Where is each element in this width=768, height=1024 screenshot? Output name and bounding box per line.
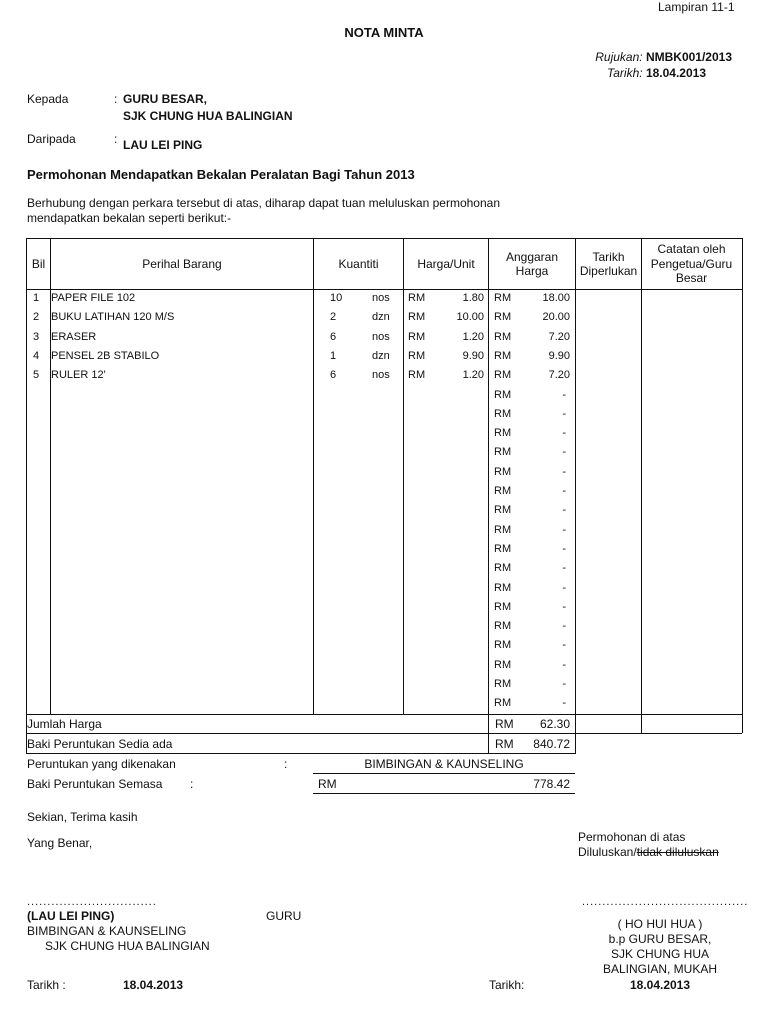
header-qty: Kuantiti (338, 257, 379, 271)
col-border-price (488, 238, 489, 753)
balance-bottom-border (26, 753, 576, 754)
table-top-border (26, 238, 742, 239)
row-bil: 5 (33, 369, 40, 382)
row-total-currency: RM (494, 311, 512, 324)
row-unit: nos (372, 369, 390, 382)
bottom-left-date-label: Tarikh : (27, 978, 66, 992)
row-price: 9.90 (462, 349, 484, 362)
reference-value: NMBK001/2013 (645, 50, 732, 64)
empty-row-total: - (562, 697, 566, 710)
total-label: Jumlah Harga (27, 717, 102, 731)
signer-right-school-1: SJK CHUNG HUA (610, 947, 709, 961)
empty-row-currency: RM (494, 388, 512, 401)
signature-dots-right: ......................................... (582, 896, 749, 908)
col-border-right (742, 238, 743, 733)
to-line1: GURU BESAR, (123, 92, 208, 106)
subject-line: Permohonan Mendapatkan Bekalan Peralatan Bagi Tahun 2013 (27, 167, 415, 182)
allocation-value: BIMBINGAN & KAUNSELING (364, 757, 524, 771)
empty-row-currency: RM (494, 600, 512, 613)
row-total-currency: RM (494, 369, 512, 382)
empty-row-total: - (562, 639, 566, 652)
header-price: Harga/Unit (417, 257, 475, 271)
from-colon: : (114, 132, 118, 146)
row-unit: dzn (372, 311, 390, 324)
empty-row-total: - (562, 658, 566, 671)
row-total: 7.20 (548, 330, 570, 343)
top-date-label: Tarikh: (607, 66, 643, 80)
empty-row-currency: RM (494, 562, 512, 575)
header-bottom-border (26, 289, 742, 290)
signer-left-name: (LAU LEI PING) (27, 909, 115, 923)
col-border-left (26, 238, 27, 753)
row-total-currency: RM (494, 349, 512, 362)
allocation-label: Peruntukan yang dikenakan (27, 757, 176, 771)
appendix-label: Lampiran 11-1 (658, 0, 735, 14)
row-price-currency: RM (408, 369, 426, 382)
row-total-currency: RM (494, 292, 512, 304)
empty-row-currency: RM (494, 504, 512, 517)
row-item: PAPER FILE 102 (51, 292, 136, 304)
top-date-line (607, 66, 706, 80)
empty-row-currency: RM (494, 697, 512, 710)
regards-text: Yang Benar, (27, 836, 93, 850)
current-balance-currency: RM (318, 777, 337, 791)
current-balance-underline (313, 793, 575, 794)
bottom-right-date-value: 18.04.2013 (629, 978, 691, 992)
from-value: LAU LEI PING (123, 138, 203, 152)
col-border-estimate (575, 238, 576, 753)
header-note-2: Pengetua/Guru (650, 257, 733, 271)
to-line2: SJK CHUNG HUA BALINGIAN (123, 109, 293, 123)
row-bil: 2 (33, 311, 40, 324)
row-bil: 3 (33, 330, 40, 343)
empty-row-total: - (562, 523, 566, 536)
header-date-1: Tarikh (592, 250, 625, 264)
approval-rejected: tidak diluluskan (636, 845, 719, 859)
row-qty: 2 (330, 311, 337, 324)
row-item: PENSEL 2B STABILO (51, 349, 160, 362)
empty-row-currency: RM (494, 581, 512, 594)
current-balance-label: Baki Peruntukan Semasa (27, 777, 163, 791)
signer-left-role: GURU (266, 909, 302, 923)
row-qty: 1 (330, 349, 337, 362)
row-price-currency: RM (408, 292, 426, 304)
signer-right-school-2: BALINGIAN, MUKAH (602, 962, 718, 976)
allocation-underline (313, 773, 575, 774)
signature-dots-left: ................................ (27, 896, 157, 908)
empty-row-total: - (562, 581, 566, 594)
empty-row-currency: RM (494, 542, 512, 555)
reference-line (595, 50, 732, 64)
row-item: RULER 12' (51, 369, 106, 382)
to-label: Kepada (27, 92, 69, 106)
page-title: NOTA MINTA (344, 25, 424, 40)
row-item: ERASER (51, 330, 97, 343)
empty-row-currency: RM (494, 523, 512, 536)
empty-row-currency: RM (494, 446, 512, 459)
row-total-currency: RM (494, 330, 512, 343)
empty-row-total: - (562, 504, 566, 517)
header-note-3: Besar (675, 271, 708, 285)
row-total: 9.90 (548, 349, 570, 362)
total-value: 62.30 (539, 717, 570, 731)
row-price-currency: RM (408, 311, 426, 324)
current-balance-colon: : (190, 777, 194, 791)
empty-row-total: - (562, 542, 566, 555)
col-border-date (641, 238, 642, 733)
balance-value: 840.72 (533, 737, 570, 751)
header-note-1: Catatan oleh (657, 242, 726, 256)
row-total: 20.00 (542, 311, 570, 324)
empty-row-currency: RM (494, 485, 512, 497)
from-label: Daripada (27, 132, 76, 146)
row-bil: 4 (33, 349, 40, 362)
row-unit: nos (372, 330, 390, 343)
allocation-colon: : (284, 757, 288, 771)
col-border-item (313, 238, 314, 714)
intro-line-1: Berhubung dengan perkara tersebut di atas, diharap dapat tuan meluluskan permohonan (27, 196, 500, 210)
row-item: BUKU LATIHAN 120 M/S (51, 311, 175, 324)
row-qty: 10 (330, 292, 343, 304)
empty-row-total: - (562, 388, 566, 401)
row-qty: 6 (330, 330, 337, 343)
empty-row-currency: RM (494, 465, 512, 478)
empty-row-currency: RM (494, 639, 512, 652)
empty-row-currency: RM (494, 620, 512, 633)
header-estimate-1: Anggaran (505, 250, 559, 264)
signer-left-school: SJK CHUNG HUA BALINGIAN (45, 939, 210, 953)
row-price-currency: RM (408, 349, 426, 362)
approval-approved: Diluluskan/ (578, 845, 637, 859)
col-border-qty (403, 238, 404, 714)
header-estimate-2: Harga (515, 264, 549, 278)
empty-row-currency: RM (494, 407, 512, 420)
approval-line-1: Permohonan di atas (578, 830, 686, 844)
row-price-currency: RM (408, 330, 426, 343)
intro-line-2: mendapatkan bekalan seperti berikut:- (27, 211, 232, 225)
current-balance-value: 778.42 (533, 777, 570, 791)
closing-text: Sekian, Terima kasih (27, 810, 138, 824)
total-bottom-border (26, 733, 742, 734)
signer-right-role: b.p GURU BESAR, (608, 932, 712, 946)
header-bil: Bil (31, 257, 46, 271)
header-date-2: Diperlukan (579, 264, 638, 278)
empty-row-currency: RM (494, 658, 512, 671)
empty-row-total: - (562, 562, 566, 575)
to-colon: : (114, 92, 118, 106)
empty-row-total: - (562, 427, 566, 440)
empty-row-total: - (562, 446, 566, 459)
top-date-value: 18.04.2013 (645, 66, 706, 80)
row-price: 1.80 (462, 292, 484, 304)
signer-left-unit: BIMBINGAN & KAUNSELING (27, 924, 187, 938)
reference-label: Rujukan: (595, 50, 643, 64)
empty-row-currency: RM (494, 678, 512, 690)
row-price: 10.00 (456, 311, 484, 324)
row-qty: 6 (330, 369, 337, 382)
balance-label: Baki Peruntukan Sedia ada (27, 737, 173, 751)
row-price: 1.20 (462, 369, 484, 382)
approval-line-2 (578, 845, 719, 859)
bottom-right-date-label: Tarikh: (489, 978, 525, 992)
col-border-bil (50, 238, 51, 714)
body-bottom-border (26, 714, 742, 715)
empty-row-total: - (562, 465, 566, 478)
empty-row-total: - (562, 485, 566, 497)
bottom-left-date-value: 18.04.2013 (123, 978, 184, 992)
row-bil: 1 (33, 292, 40, 304)
empty-row-total: - (562, 407, 566, 420)
empty-row-total: - (562, 678, 566, 690)
row-total: 18.00 (542, 292, 570, 304)
row-total: 7.20 (548, 369, 570, 382)
row-unit: nos (372, 292, 390, 304)
total-currency: RM (495, 717, 514, 731)
empty-row-total: - (562, 620, 566, 633)
balance-currency: RM (495, 737, 514, 751)
signer-right-name: ( HO HUI HUA ) (617, 917, 703, 931)
header-item: Perihal Barang (142, 257, 222, 271)
row-price: 1.20 (462, 330, 484, 343)
row-unit: dzn (372, 349, 390, 362)
empty-row-currency: RM (494, 427, 512, 440)
empty-row-total: - (562, 600, 566, 613)
